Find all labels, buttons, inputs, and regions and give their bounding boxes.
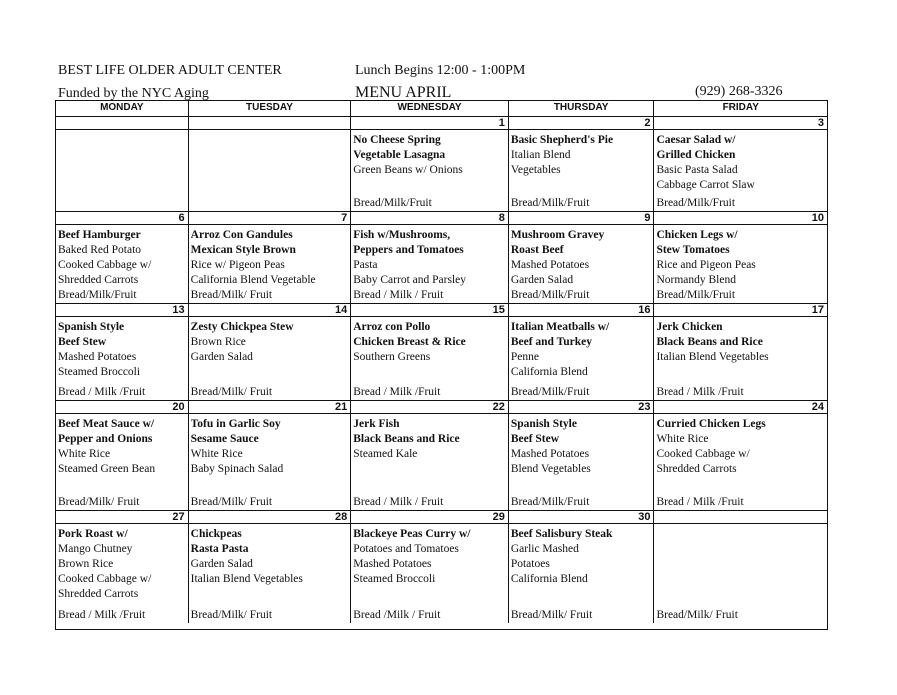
day-cell [351,212,509,303]
spacer [58,602,186,609]
day-menu [509,524,654,623]
calendar-weeks [56,117,827,623]
day-number: 27 [56,511,188,524]
day-number: 13 [56,304,188,317]
side-dish: Steamed Broccoli [58,366,141,378]
main-dish: Beef Stew [510,433,560,445]
day-menu [351,524,508,623]
side-dish: Steamed Kale [353,448,418,460]
side-dish: Rice and Pigeon Peas [656,259,756,271]
day-menu [509,225,654,303]
main-dish: Arroz con Pollo [353,321,431,333]
day-cell [654,117,827,211]
side-dish: Mango Chutney [58,543,133,555]
side-dish: Garden Salad [190,558,253,570]
main-dish: Peppers and Tomatoes [353,244,464,256]
day-cell [509,212,655,303]
main-dish: Curried Chicken Legs [656,418,766,430]
spacer [191,587,349,609]
day-menu [654,130,827,211]
phone-number: (929) 268-3326 [695,84,783,99]
day-cell [56,304,189,400]
day-menu [56,317,188,400]
center-name: BEST LIFE OLDER ADULT CENTER [58,63,282,78]
spacer [58,133,186,210]
day-cell [189,117,352,211]
day-number: 9 [509,212,654,225]
bread-milk-fruit: Bread/Milk/ Fruit [58,496,140,508]
day-menu [351,225,508,303]
main-dish: Black Beans and Rice [353,433,460,445]
main-dish: Blackeye Peas Curry w/ [353,528,471,540]
side-dish: Southern Greens [353,351,431,363]
main-dish: No Cheese Spring [353,134,441,146]
main-dish: Pepper and Onions [58,433,153,445]
bread-milk-fruit: Bread/Milk/Fruit [510,386,590,398]
bread-milk-fruit: Bread/Milk/ Fruit [190,289,273,301]
day-cell [654,304,827,400]
side-dish: White Rice [656,433,709,445]
side-dish: Italian Blend [510,149,571,161]
day-number: 2 [509,117,654,130]
spacer [58,477,186,496]
spacer [511,178,652,197]
bread-milk-fruit: Bread/Milk/Fruit [656,289,736,301]
day-cell [189,511,352,623]
side-dish: Shredded Carrots [58,274,139,286]
day-cell [56,212,189,303]
day-number: 3 [654,117,827,130]
side-dish: Baby Carrot and Parsley [353,274,466,286]
side-dish: Steamed Green Bean [58,463,156,475]
weekday-header: MONDAY [56,101,189,116]
day-number: 29 [351,511,508,524]
side-dish: California Blend [510,366,588,378]
day-menu [351,317,508,400]
main-dish: Italian Meatballs w/ [510,321,610,333]
side-dish: Penne [510,351,539,363]
side-dish: Shredded Carrots [656,463,737,475]
bread-milk-fruit: Bread/Milk/Fruit [510,197,590,209]
main-dish: Roast Beef [510,244,564,256]
bread-milk-fruit: Bread/Milk/Fruit [510,289,590,301]
spacer [191,133,349,210]
day-cell [654,212,827,303]
lunch-time: Lunch Begins 12:00 - 1:00PM [355,63,526,78]
side-dish: California Blend [510,573,588,585]
day-cell [509,117,655,211]
day-number: 14 [189,304,351,317]
main-dish: Jerk Chicken [656,321,723,333]
main-dish: Beef Meat Sauce w/ [58,418,155,430]
main-dish: Spanish Style [510,418,577,430]
side-dish: Pasta [353,259,378,271]
day-cell [654,511,827,623]
bread-milk-fruit: Bread/Milk/Fruit [656,197,736,209]
side-dish: Baby Spinach Salad [190,463,284,475]
side-dish: Blend Vegetables [510,463,591,475]
main-dish: Basic Shepherd's Pie [510,134,614,146]
day-menu [56,225,188,303]
bread-milk-fruit [58,210,186,211]
day-number: 7 [189,212,351,225]
bread-milk-fruit: Bread / Milk /Fruit [58,386,146,398]
day-number: 1 [351,117,508,130]
bread-milk-fruit: Bread/Milk/Fruit [58,289,137,301]
day-number: 8 [351,212,508,225]
main-dish: Chicken Legs w/ [656,229,738,241]
day-menu [189,414,351,510]
spacer [511,587,652,609]
day-cell [56,511,189,623]
day-cell [189,304,352,400]
main-dish: Spanish Style [58,321,125,333]
main-dish: Fish w/Mushrooms, [353,229,451,241]
spacer [656,477,825,496]
week-row [56,212,827,304]
side-dish: Garlic Mashed [510,543,579,555]
main-dish: Rasta Pasta [190,543,249,555]
bread-milk-fruit: Bread / Milk / Fruit [353,496,444,508]
day-menu [654,414,827,510]
main-dish: Mushroom Gravey [510,229,605,241]
main-dish: Grilled Chicken [656,149,736,161]
day-number: 15 [351,304,508,317]
day-menu [56,524,188,623]
side-dish: Brown Rice [190,336,246,348]
side-dish: Cooked Cabbage w/ [58,573,152,585]
day-number [56,117,188,130]
day-menu [189,225,351,303]
bread-milk-fruit: Bread / Milk /Fruit [656,386,744,398]
bread-milk-fruit: Bread / Milk / Fruit [353,289,444,301]
bread-milk-fruit: Bread/Milk/ Fruit [510,609,593,621]
side-dish: Italian Blend Vegetables [656,351,769,363]
side-dish: Brown Rice [58,558,114,570]
weekday-header-row [56,101,827,117]
menu-title: MENU APRIL [355,84,452,101]
day-cell [509,304,655,400]
side-dish: Potatoes and Tomatoes [353,543,459,555]
day-cell [351,401,509,510]
side-dish: California Blend Vegetable [190,274,316,286]
main-dish: Tofu in Garlic Soy [190,418,281,430]
weekday-header: FRIDAY [722,102,759,113]
day-cell [509,511,655,623]
day-number: 17 [654,304,827,317]
side-dish: Shredded Carrots [58,588,139,600]
day-menu [509,414,654,510]
day-menu [56,130,188,211]
bread-milk-fruit [191,210,349,211]
spacer [656,365,825,386]
side-dish: Steamed Broccoli [353,573,436,585]
main-dish: Caesar Salad w/ [656,134,736,146]
bread-milk-fruit: Bread/Milk/ Fruit [190,496,273,508]
funding-note: Funded by the NYC Aging [58,86,209,101]
day-cell [189,401,352,510]
week-row [56,304,827,401]
bread-milk-fruit: Bread / Milk /Fruit [58,609,146,621]
main-dish: Mexican Style Brown [190,244,296,256]
main-dish: Beef and Turkey [510,336,592,348]
day-number [654,511,827,524]
main-dish: Vegetable Lasagna [353,149,446,161]
side-dish: Mashed Potatoes [58,351,137,363]
side-dish: White Rice [190,448,243,460]
side-dish: Garden Salad [190,351,253,363]
week-row [56,401,827,511]
bread-milk-fruit: Bread/Milk/ Fruit [656,609,738,621]
side-dish: Garden Salad [510,274,574,286]
day-cell [189,212,352,303]
bread-milk-fruit: Bread /Milk / Fruit [353,609,441,621]
spacer [191,477,349,496]
day-cell [351,304,509,400]
side-dish: Vegetables [510,164,561,176]
side-dish: Mashed Potatoes [510,448,590,460]
side-dish: Potatoes [510,558,550,570]
day-cell [56,401,189,510]
day-menu [509,317,654,400]
day-number: 6 [56,212,188,225]
main-dish: Jerk Fish [353,418,400,430]
main-dish: Beef Salisbury Steak [510,528,613,540]
day-cell [351,511,509,623]
weekday-header: WEDNESDAY [351,101,509,116]
menu-calendar [55,100,828,630]
side-dish: Rice w/ Pigeon Peas [190,259,285,271]
day-cell [56,117,189,211]
side-dish: Mashed Potatoes [353,558,432,570]
side-dish: White Rice [58,448,111,460]
main-dish: Black Beans and Rice [656,336,763,348]
week-row [56,117,827,212]
side-dish: Green Beans w/ Onions [353,164,463,176]
bread-milk-fruit: Bread/Milk/ Fruit [190,386,273,398]
day-menu [351,130,508,211]
bread-milk-fruit: Bread / Milk /Fruit [353,386,441,398]
week-row [56,511,827,623]
main-dish: Beef Stew [58,336,107,348]
spacer [353,462,506,496]
bread-milk-fruit: Bread/Milk/Fruit [510,496,590,508]
day-menu [189,317,351,400]
weekday-header: TUESDAY [189,101,352,116]
bread-milk-fruit: Bread / Milk /Fruit [656,496,744,508]
side-dish: Normandy Blend [656,274,736,286]
day-menu [654,524,827,623]
day-number: 24 [654,401,827,414]
main-dish: Chickpeas [190,528,242,540]
day-cell [654,401,827,510]
spacer [191,365,349,386]
side-dish: Baked Red Potato [58,244,142,256]
day-menu [189,524,351,623]
weekday-header: THURSDAY [509,101,655,116]
side-dish: Cooked Cabbage w/ [656,448,750,460]
main-dish: Sesame Sauce [190,433,259,445]
side-dish: Italian Blend Vegetables [190,573,303,585]
day-number: 10 [654,212,827,225]
side-dish: Cabbage Carrot Slaw [656,179,755,191]
main-dish: Beef Hamburger [58,229,141,241]
spacer [656,527,825,609]
main-dish: Zesty Chickpea Stew [190,321,294,333]
side-dish: Cooked Cabbage w/ [58,259,152,271]
day-number: 23 [509,401,654,414]
day-menu [654,225,827,303]
day-number: 22 [351,401,508,414]
bread-milk-fruit: Bread/Milk/ Fruit [190,609,273,621]
spacer [353,178,506,197]
side-dish: Mashed Potatoes [510,259,590,271]
spacer [353,365,506,386]
day-menu [509,130,654,211]
bread-milk-fruit: Bread/Milk/Fruit [353,197,432,209]
day-cell [351,117,509,211]
side-dish: Basic Pasta Salad [656,164,738,176]
main-dish: Pork Roast w/ [58,528,128,540]
day-number: 21 [189,401,351,414]
spacer [353,587,506,609]
day-menu [56,414,188,510]
day-menu [351,414,508,510]
spacer [511,477,652,496]
day-number: 28 [189,511,351,524]
day-menu [189,130,351,211]
day-number: 20 [56,401,188,414]
day-number [189,117,351,130]
day-menu [654,317,827,400]
day-number: 16 [509,304,654,317]
day-cell [509,401,655,510]
main-dish: Chicken Breast & Rice [353,336,466,348]
main-dish: Arroz Con Gandules [190,229,293,241]
day-number: 30 [509,511,654,524]
main-dish: Stew Tomatoes [656,244,730,256]
